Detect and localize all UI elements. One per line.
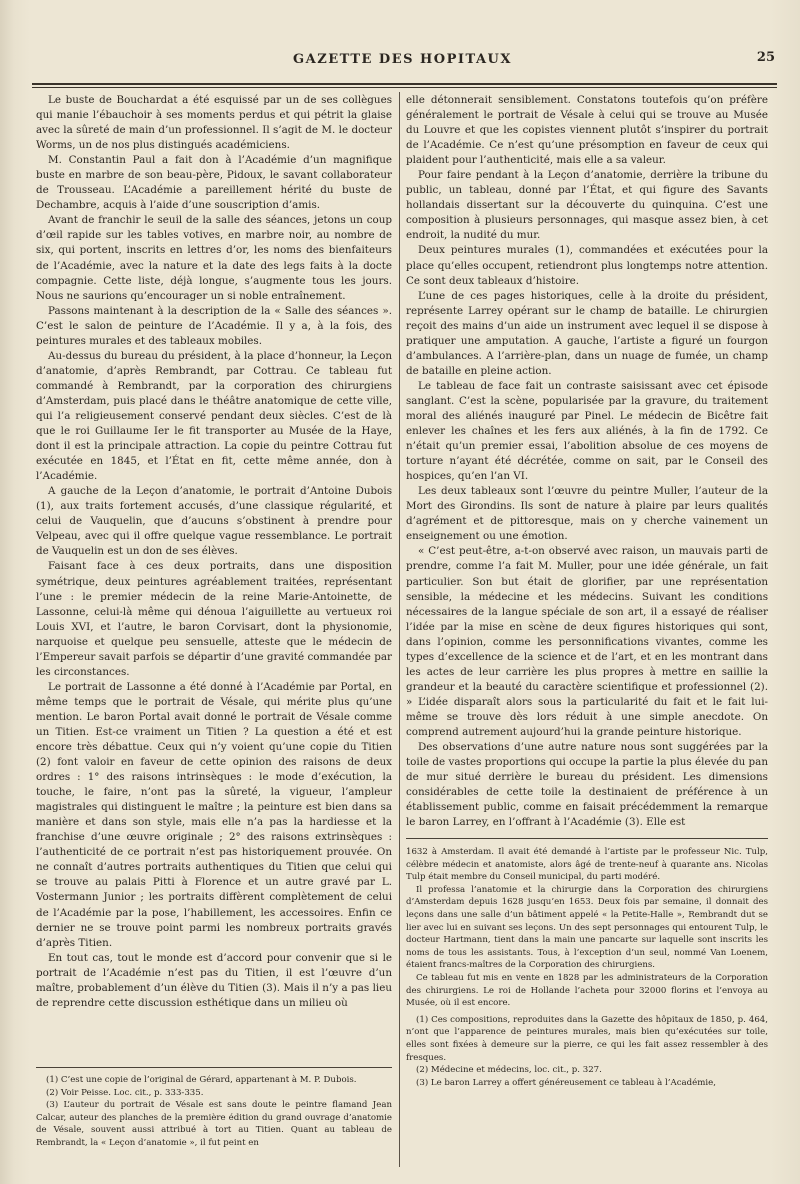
- paragraph: Au-dessus du bureau du président, à la place d’honneur, la Leçon d’anatomie, d’après Rembrandt, par Cottrau. Ce tableau fut commandé à Rembrandt, par la corporation des chirurgiens d’Amsterdam, puis placé dans le théâtre anatomique de cette ville, qui l’a religieusement conservé pendant deux siècles. C’est de là que le roi Guillaume Ier le fit transporter au Musée de la Haye, dont il est la principale attraction. La copie du peintre Cottrau fut exécutée en 1845, et l’État en fit, cette même année, don à l’Académie.: [36, 349, 392, 483]
- column-divider: [399, 92, 400, 1167]
- left-footnotes: [36, 1067, 392, 1150]
- paragraph: L’une de ces pages historiques, celle à la droite du président, représente Larrey opérant sur le champ de bataille. Le chirurgien reçoit des mains d’un aide un instrument avec lequel il se dispose à pratiquer une amputation. A gauche, l’artiste a figuré un fourgon d’ambulances. A l’arrière-plan, dans un nuage de fumée, un champ de bataille en pleine action.: [406, 289, 768, 377]
- right-footnotes: [406, 838, 768, 1089]
- footnote-rule: [406, 838, 768, 839]
- left-column: [36, 93, 392, 1011]
- right-footnote-list: [406, 1014, 768, 1090]
- header-rule-thin: [32, 87, 777, 88]
- footnote-rule: [36, 1067, 392, 1068]
- paragraph: Deux peintures murales (1), commandées et exécutées pour la place qu’elles occupent, retiendront plus longtemps notre attention. Ce sont deux tableaux d’histoire.: [406, 244, 768, 287]
- paragraph: En tout cas, tout le monde est d’accord pour convenir que si le portrait de l’Académie n’est pas du Titien, il est l’œuvre d’un maître, probablement d’un élève du Titien (3). Mais il n’y a pas lieu de reprendre cette discussion esthétique dans un milieu où: [36, 951, 392, 1009]
- footnote-continuation: Ce tableau fut mis en vente en 1828 par les administrateurs de la Corporation des chirurgiens. Le roi de Hollande l’acheta pour 32000 florins et l’envoya au Musée, où il est encore.: [406, 972, 768, 1009]
- footnote: (1) Ces compositions, reproduites dans la Gazette des hôpitaux de 1850, p. 464, n’ont que l’apparence de peintures murales, mais bien qu’exécutées sur toile, elles sont fixées à demeure sur la pierre, ce qui les fait assez ressembler à des fresques.: [406, 1014, 768, 1063]
- paragraph: Le portrait de Lassonne a été donné à l’Académie par Portal, en même temps que le portrait de Vésale, qui mérite plus qu’une mention. Le baron Portal avait donné le portrait de Vésale comme un Titien. Est-ce vraiment un Titien ? La question a été et est encore très débattue. Ceux qui n’y voient qu’une copie du Titien (2) font valoir en faveur de cette opinion des raisons de deux ordres : 1° des raisons intrinsèques : le mode d’exécution, la touche, le faire, n’ont pas la sûreté, la vigueur, l’ampleur magistrales qui distinguent le maître ; la peinture est bien dans sa manière et dans son style, mais elle n’a pas la hardiesse et la franchise d’une œuvre originale ; 2° des raisons extrinsèques : l’authenticité de ce portrait n’est pas historiquement prouvée. On ne connaît d’autres portraits authentiques du Titien que celui qui se trouve au palais Pitti à Florence et un autre gravé par L. Vostermann Junior ; les portraits diffèrent complètement de celui de l’Académie par la pose, l’habillement, les accessoires. Enfin ce dernier ne se trouve point parmi les nombreux portraits gravés d’après Titien.: [36, 680, 392, 949]
- footnote: (3) Le baron Larrey a offert généreusement ce tableau à l’Académie,: [416, 1077, 716, 1088]
- paragraph: A gauche de la Leçon d’anatomie, le portrait d’Antoine Dubois (1), aux traits fortement accusés, d’une classique régularité, et celui de Vauquelin, que d’aucuns s’obstinent à prendre pour Velpeau, avec qui il offre quelque vague ressemblance. Le portrait de Vauquelin est un don de ses élèves.: [36, 485, 392, 558]
- paragraph: Le buste de Bouchardat a été esquissé par un de ses collègues qui manie l’ébauchoir à ses moments perdus et qui pétrit la glaise avec la sûreté de main d’un professionnel. Il s’agit de M. le docteur Worms, un de nos plus distingués académiciens.: [36, 94, 392, 152]
- right-column: [406, 93, 768, 830]
- running-title: GAZETTE DES HOPITAUX: [293, 52, 512, 67]
- paragraph: Passons maintenant à la description de la « Salle des séances ». C’est le salon de peinture de l’Académie. Il y a, à la fois, des peintures murales et des tableaux mobiles.: [36, 304, 392, 347]
- paragraph: Les deux tableaux sont l’œuvre du peintre Muller, l’auteur de la Mort des Girondins. Ils sont de nature à plaire par leurs qualités d’agrément et de pittoresque, mais on y cherche vainement un enseignement ou une émotion.: [406, 485, 768, 543]
- page-header: [30, 50, 775, 76]
- paragraph: Avant de franchir le seuil de la salle des séances, jetons un coup d’œil rapide sur les tables votives, en marbre noir, au nombre de six, qui portent, inscrits en lettres d’or, les noms des bienfaiteurs de l’Académie, avec la nature et la date des legs faits à la docte compagnie. Cette liste, déjà longue, s’augmente tous les jours. Nous ne saurions qu’encourager un si noble entraînement.: [36, 214, 392, 302]
- footnote: (3) L’auteur du portrait de Vésale est sans doute le peintre flamand Jean Calcar, auteur des planches de la première édition du grand ouvrage d’anatomie de Vésale, souvent aussi attribué à tort au Titien. Quant au tableau de Rembrandt, la « Leçon d’anatomie », il fut peint en: [36, 1100, 392, 1148]
- footnote: (2) Médecine et médecins, loc. cit., p. 327.: [416, 1065, 602, 1076]
- page-number: 25: [756, 50, 775, 65]
- paragraph: elle détonnerait sensiblement. Constatons toutefois qu’on préfère généralement le portrait de Vésale à celui qui se trouve au Musée du Louvre et que les copistes viennent plutôt s’inspirer du portrait de l’Académie. Ce n’est qu’une présomption en faveur de ceux qui plaident pour l’authenticité, mais elle a sa valeur.: [406, 94, 768, 167]
- header-rule: [32, 83, 777, 85]
- footnote-continuation: 1632 à Amsterdam. Il avait été demandé à l’artiste par le professeur Nic. Tulp, célèbre médecin et anatomiste, alors âgé de trente-neuf à quarante ans. Nicolas Tulp était membre du Conseil municipal, du parti modéré.: [406, 847, 768, 883]
- footnote: (2) Voir Peisse. Loc. cit., p. 333-335.: [46, 1087, 204, 1098]
- footnote-continuation: Il professa l’anatomie et la chirurgie dans la Corporation des chirurgiens d’Amsterdam depuis 1628 jusqu’en 1653. Deux fois par semaine, il donnait des leçons dans une salle d’un bâtiment appelé « la Petite-Halle », Rembrandt dut se lier avec lui en suivant ses leçons. Un des sept personnages qui entourent Tulp, le docteur Hartmann, tient dans la main une pancarte sur laquelle sont inscrits les noms de tous les assistants. Tous, à l’exception d’un seul, nommé Van Loenem, étaient francs-maîtres de la Corporation des chirurgiens.: [406, 884, 768, 971]
- paragraph: Pour faire pendant à la Leçon d’anatomie, derrière la tribune du public, un tableau, donné par l’État, et qui figure des Savants hollandais dissertant sur la découverte du quinquina. C’est une composition à plusieurs personnages, qui masque assez bien, à cet endroit, la nudité du mur.: [406, 169, 768, 242]
- paragraph: Des observations d’une autre nature nous sont suggérées par la toile de vastes proportions qui occupe la partie la plus élevée du pan de mur situé derrière le bureau du président. Les dimensions considérables de cette toile la destinaient de préférence à un établissement public, comme en faisait précédemment la remarque le baron Larrey, en l’offrant à l’Académie (3). Elle est: [406, 741, 768, 829]
- paragraph: Le tableau de face fait un contraste saisissant avec cet épisode sanglant. C’est la scène, popularisée par la gravure, du traitement moral des aliénés inauguré par Pinel. Le médecin de Bicêtre fait enlever les chaînes et les fers aux aliénés, à la fin de 1792. Ce n’était qu’un premier essai, l’abolition absolue de ces moyens de torture n’ayant été décrétée, comme on sait, par le Conseil des hospices, qu’en l’an VI.: [406, 379, 768, 483]
- paragraph: M. Constantin Paul a fait don à l’Académie d’un magnifique buste en marbre de son beau-père, Pidoux, le savant collaborateur de Trousseau. L’Académie a pareillement hérité du buste de Dechambre, acquis à l’aide d’une souscription d’amis.: [36, 154, 392, 212]
- paragraph: Faisant face à ces deux portraits, dans une disposition symétrique, deux peintures agréablement traitées, représentant l’une : le premier médecin de la reine Marie-Antoinette, de Lassonne, celui-là même qui dénoua l’aiguillette au vertueux roi Louis XVI, et l’autre, le baron Corvisart, dont la physionomie, narquoise et quelque peu sensuelle, atteste que le médecin de l’Empereur savait parfois se départir d’une gravité commandée par les circonstances.: [36, 560, 392, 678]
- paragraph: « C’est peut-être, a-t-on observé avec raison, un mauvais parti de prendre, comme l’a fait M. Muller, pour une idée générale, un fait particulier. Son but était de glorifier, par une représentation sensible, la médecine et les médecins. Suivant les conditions nécessaires de la langue spéciale de son art, il a essayé de réaliser l’idée par la mise en scène de deux figures historiques qui sont, dans l’opinion, comme les personnifications vivantes, comme les types d’excellence de la science et de l’art, et en les montrant dans les actes de leur carrière les plus propres à mettre en saillie la grandeur et la beauté du caractère scientifique et professionnel (2). » L’idée disparaît alors sous la particularité du fait et le fait lui-même se trouve dès lors réduit à une simple anecdote. On comprend autrement aujourd’hui la grande peinture historique.: [406, 545, 768, 738]
- footnote: (1) C’est une copie de l’original de Gérard, appartenant à M. P. Dubois.: [46, 1075, 357, 1085]
